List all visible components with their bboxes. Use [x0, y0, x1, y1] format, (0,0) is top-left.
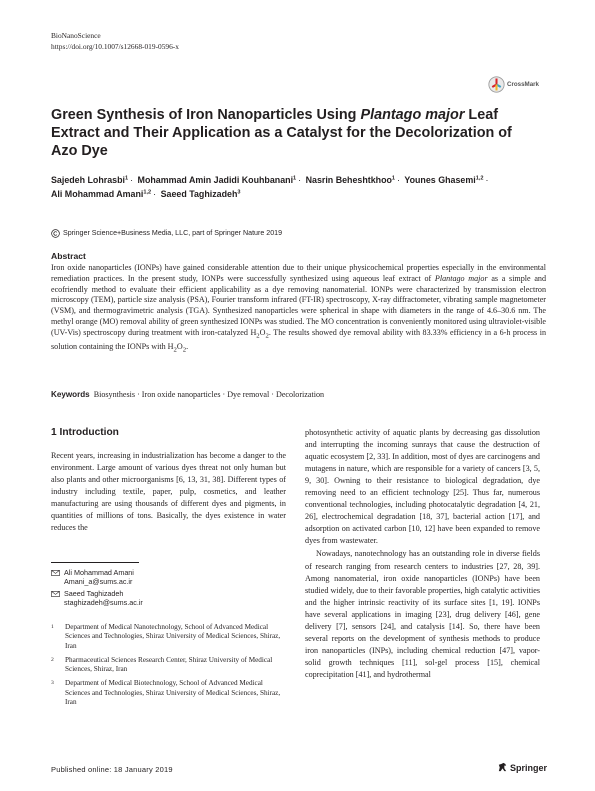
abstract-body: Iron oxide nanoparticles (IONPs) have gained considerable attention due to their unique physicochemical properties especially in the environmental remediation practices. In the present study, IONPs were successfully synthesized using aqueous leaf extract of Plantago major as a simple and ecofriendly method to evaluate their efficient applicability as a dye removing nanomaterial. IONPs were characterized by transmission electron microscopy (TEM), particle size analysis (PSA), Fourier transform infrared (FT-IR) spectroscopy, X-ray diffractometer, vibrating sample magnetometer (VSM), and thermogravimetric analysis (TGA). Synthesized nanoparticles were spherical in shape with diameters in the range of 4.6–30.6 nm. The methyl orange (MO) removal ability of green synthesized IONPs was studied. The MO concentration is conveniently monitored using ultraviolet-visible (UV-Vis) spectroscopy during treatment with iron-catalyzed $H_2O_2$. The results showed dye removal ability with 83.33% efficiency in a 6-h process in solution containing the IONPs with $H_2O_2$. — [51, 263, 546, 354]
envelope-icon — [51, 570, 60, 576]
intro-paragraph: photosynthetic activity of aquatic plants by decreasing gas dissolution and interrupting the incoming sunrays that cause the destruction of aquatic ecosystem [2, 33]. In addition, most of dyes are carcinogens and mutagens in nature, which are responsible for a variety of cancers [3, 5, 9, 30]. Owning to their resistance to biological degradation, dye removing need to an efficient technology [25]. Thus far, numerous conventional technologies, including photocatalytic degradation [4, 21, 26], electrochemical degradation [18, 37], bacterial action [17], and adsorption on activated carbon [10, 12] have been expanded to remove dyes from wastewater. — [305, 428, 540, 546]
intro-paragraph: Recent years, increasing in industrialization has become a danger to the environment. Large amount of various dyes threat not only human but also plants and other microorganisms [6, 13, 31, 38]. Different types of industry including textile, paper, pulp, cosmetics, and leather manufacturing are using thousands of different dyes and pigments, in quantities of millions of tons. Basically, the dyes existence in water reduces the — [51, 451, 286, 533]
doi-link[interactable]: https://doi.org/10.1007/s12668-019-0596-x — [51, 42, 179, 51]
species-italic: Plantago major — [434, 273, 488, 283]
title-part-2: Leaf Extract and Their Application as a Catalyst for the Decolorization of Azo Dye — [51, 107, 512, 159]
intro-paragraph: Nowadays, nanotechnology has an outstanding role in diverse fields of research ranging from research centers to industries [27, 28, 39]. Among nanomaterial, iron oxide nanoparticles (IONPs) have been studied widely, due to their favorable properties, high catalytic activities and the higher intrinsic reactivity of its surface sites [1, 19]. IONPs have several applications in imaging [23], drug delivery [46], gene delivery [7], sensors [24], and catalysis [14]. So, there have been several reports on the development of synthesis methods to produce iron nanoparticles (INPs), including chemical reduction [47], vapor-solid growth techniques [11], sol-gel process [15], chemical coprecipitation [41], and hydrothermal — [305, 549, 540, 679]
affiliation-number: 1 — [51, 624, 54, 630]
publisher-logo — [497, 762, 547, 773]
keywords-heading: Keywords — [51, 390, 90, 399]
contact-email[interactable]: Amani_a@sums.ac.ir — [64, 577, 133, 586]
article-title — [51, 106, 521, 160]
footnote-divider — [51, 562, 139, 563]
contact-name: Saeed Taghizadeh — [64, 589, 124, 598]
intro-right-column — [305, 427, 540, 681]
author-name[interactable]: Ali Mohammad Amani — [51, 188, 144, 199]
intro-left-column — [51, 450, 286, 534]
author-affil-ref: 1 — [293, 175, 297, 182]
author-name[interactable]: Mohammad Amin Jadidi Kouhbanani — [137, 175, 294, 185]
affiliation-number: 3 — [51, 680, 54, 687]
contact-entry — [51, 589, 286, 607]
author-affil-ref: 3 — [237, 189, 241, 196]
author-list: Sajedeh Lohrasbi$^1$ · Mohammad Amin Jadidi Kouhbanani$^1$ · Nasrin Beheshtkhoo$^1$ · Younes Ghasemi$^{1,2}$ · Ali Mohammad Amani$^{1,2}$ · Saeed Taghizadeh$^3$ — [51, 175, 489, 199]
author-name[interactable]: Saeed Taghizadeh — [160, 188, 238, 199]
affiliation-entry — [51, 656, 286, 675]
affiliation-entry — [51, 623, 286, 651]
affiliation-text: Department of Medical Biotechnology, School of Advanced Medical Sciences and Technologies, Shiraz University of Medical Sciences, Shiraz, Iran — [65, 679, 281, 707]
journal-name: BioNanoScience — [51, 31, 101, 40]
copyright-line — [51, 229, 282, 238]
author-affil-ref: 1,2 — [143, 189, 152, 196]
keywords-line — [51, 389, 546, 400]
author-name[interactable]: Younes Ghasemi — [404, 175, 476, 185]
abstract-heading: Abstract — [51, 251, 86, 261]
affiliation-entry — [51, 679, 286, 707]
author-name[interactable]: Sajedeh Lohrasbi — [51, 175, 125, 185]
keywords-text: Biosynthesis · Iron oxide nanoparticles · Dye removal · Decolorization — [93, 390, 325, 399]
copyright-text: Springer Science+Business Media, LLC, part of Springer Nature 2019 — [63, 229, 283, 237]
author-affil-ref: 1 — [124, 175, 129, 182]
affiliation-number: 2 — [51, 656, 54, 663]
crossmark-badge[interactable] — [488, 73, 548, 95]
author-affil-ref: 1 — [391, 175, 396, 182]
publisher-name: Springer — [510, 762, 548, 773]
title-part-1: Green Synthesis of Iron Nanoparticles Using — [51, 107, 361, 123]
contact-entry — [51, 568, 286, 586]
envelope-icon — [51, 591, 60, 597]
crossmark-label: CrossMark — [507, 80, 539, 88]
corresponding-authors — [51, 568, 286, 610]
copyright-icon — [51, 229, 60, 238]
author-name[interactable]: Nasrin Beheshtkhoo — [305, 175, 392, 185]
section-heading-introduction: 1 Introduction — [51, 427, 119, 438]
affiliation-text: Department of Medical Nanotechnology, School of Advanced Medical Sciences and Technologies, Shiraz University of Medical Sciences, Shiraz, Iran — [65, 623, 281, 650]
published-date: Published online: 18 January 2019 — [51, 765, 173, 774]
affiliations — [51, 623, 286, 712]
author-affil-ref: 1,2 — [475, 175, 484, 182]
springer-horse-icon — [497, 762, 508, 773]
contact-name: Ali Mohammad Amani — [64, 568, 134, 577]
crossmark-icon — [488, 76, 505, 93]
contact-email[interactable]: staghizadeh@sums.ac.ir — [64, 598, 143, 607]
title-species: Plantago major — [360, 107, 465, 123]
affiliation-text: Pharmaceutical Sciences Research Center, Shiraz University of Medical Sciences, Shiraz, Iran — [65, 655, 273, 674]
